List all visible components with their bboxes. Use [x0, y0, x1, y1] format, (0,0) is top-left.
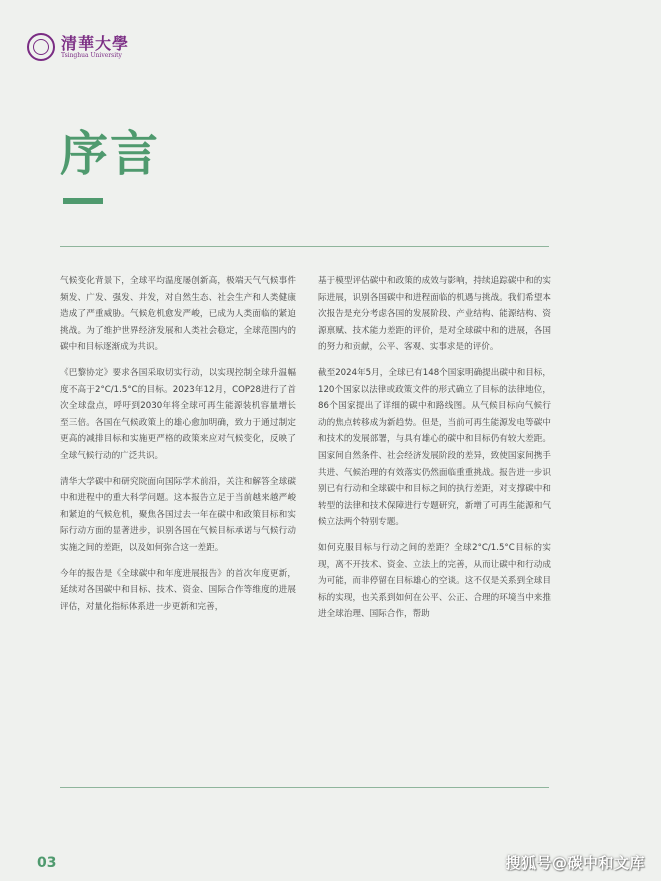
paragraph: 气候变化背景下，全球平均温度屡创新高，极端天气气候事件频发、广发、强发、并发，对自然生态、社会生产和人类健康造成了严重威胁。气候危机愈发严峻，已成为人类面临的紧迫挑战。为了维护世界经济发展和人类社会稳定，全球范围内的碳中和目标逐渐成为共识。	[60, 276, 296, 353]
title-underline-bar	[63, 198, 103, 204]
page-title: 序言	[60, 126, 161, 182]
logo-name-en: Tsinghua University	[61, 52, 122, 59]
source-watermark: 搜狐号@碳中和文库	[505, 854, 645, 872]
paragraph: 《巴黎协定》要求各国采取切实行动，以实现控制全球升温幅度不高于2°C/1.5°C的目标。2023年12月，COP28进行了首次全球盘点，呼吁到2030年将全球可再生能源装机容量增长至三倍。各国在气候政策上的雄心愈加明确，致力于通过制定更高的减排目标和实施更严格的政策来应对气候变化，反映了全球气候行动的广泛共识。	[60, 367, 296, 461]
right-column	[318, 273, 551, 632]
logo-text	[61, 35, 129, 59]
paragraph: 如何克服目标与行动之间的差距？全球2°C/1.5°C目标的实现，离不开技术、资金、立法上的完善，从而让碳中和行动成为可能，而非停留在目标雄心的空谈。这不仅是关系到全球目标的实现，也关系到如何在公平、公正、合理的环境当中来推进全球治理、国际合作，帮助	[318, 542, 551, 620]
paragraph: 今年的报告是《全球碳中和年度进展报告》的首次年度更新，延续对各国碳中和目标、技术、资金、国际合作等维度的进展评估，对量化指标体系进一步更新和完善，	[60, 568, 296, 612]
university-logo	[27, 33, 129, 61]
page-number: 03	[37, 855, 57, 871]
university-seal-icon	[27, 33, 55, 61]
top-divider	[60, 246, 549, 247]
paragraph: 基于模型评估碳中和政策的成效与影响，持续追踪碳中和的实际进展，识别各国碳中和进程面临的机遇与挑战。我们希望本次报告是充分考虑各国的发展阶段、产业结构、能源结构、资源禀赋、技术能力差距的评价，是对全球碳中和的进展，各国的努力和贡献，公平、客观、实事求是的评价。	[318, 276, 551, 353]
logo-name-cn: 清華大學	[61, 34, 130, 53]
left-column	[60, 273, 296, 624]
paragraph: 清华大学碳中和研究院面向国际学术前沿，关注和解答全球碳中和进程中的重大科学问题。这本报告立足于当前越来越严峻和紧迫的气候危机，聚焦各国过去一年在碳中和政策目标和实际行动方面的显著进步，识别各国在气候目标承诺与气候行动实施之间的差距，以及如何弥合这一差距。	[60, 476, 296, 553]
bottom-divider	[60, 787, 549, 788]
paragraph: 截至2024年5月，全球已有148个国家明确提出碳中和目标，120个国家以法律或政策文件的形式确立了目标的法律地位，86个国家提出了详细的碳中和路线图。从气候目标向气候行动的焦点转移成为新趋势。但是，当前可再生能源发电等碳中和技术的发展部署，与具有雄心的碳中和目标仍有较大差距。国家间自然条件、社会经济发展阶段的差异，致使国家间携手共进、气候治理的有效落实仍然面临重重挑战。报告进一步识别已有行动和全球碳中和目标之间的执行差距，对支撑碳中和转型的法律和技术保障进行专题研究，新增了可再生能源和气候立法两个特别专题。	[318, 367, 551, 528]
